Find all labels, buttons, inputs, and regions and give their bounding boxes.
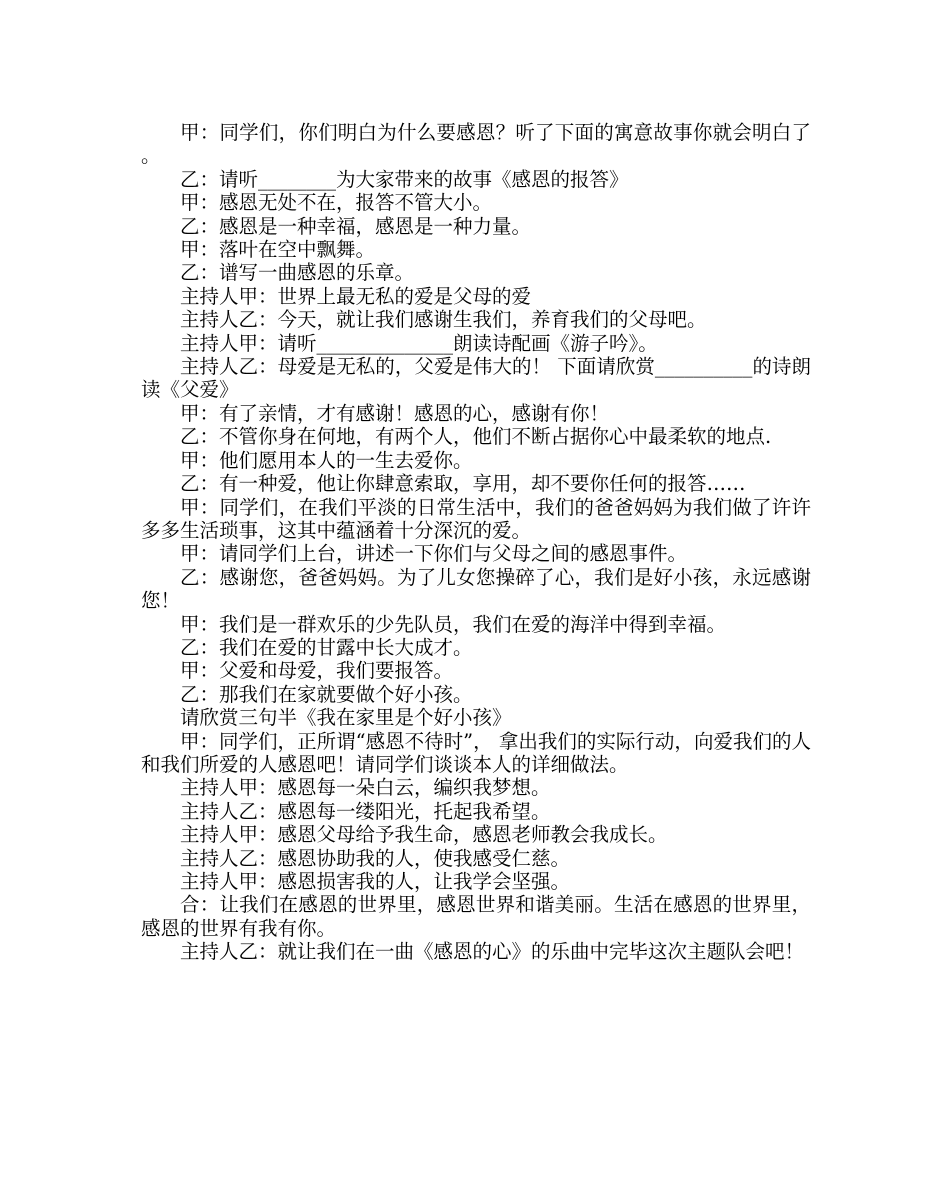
paragraph: 甲：我们是一群欢乐的少先队员，我们在爱的海洋中得到幸福。 bbox=[180, 612, 727, 636]
paragraph: 乙：我们在爱的甘露中长大成才。 bbox=[180, 635, 473, 659]
paragraph: 主持人乙：母爱是无私的，父爱是伟大的！ 下面请欣赏__________的诗朗读《父爱》 bbox=[141, 355, 811, 402]
paragraph: 乙：谱写一曲感恩的乐章。 bbox=[180, 261, 415, 285]
paragraph: 乙：感恩是一种幸福，感恩是一种力量。 bbox=[180, 214, 532, 238]
paragraph: 甲：同学们，你们明白为什么要感恩？听了下面的寓意故事你就会明白了。 bbox=[141, 121, 811, 168]
paragraph: 主持人乙：就让我们在一曲《感恩的心》的乐曲中完毕这次主题队会吧！ bbox=[180, 940, 805, 964]
paragraph: 乙：感谢您，爸爸妈妈。为了儿女您操碎了心，我们是好小孩，永远感谢您！ bbox=[141, 565, 811, 613]
paragraph: 乙：那我们在家就要做个好小孩。 bbox=[180, 682, 473, 706]
paragraph: 甲：请同学们上台，讲述一下你们与父母之间的感恩事件。 bbox=[180, 542, 688, 566]
paragraph: 甲：他们愿用本人的一生去爱你。 bbox=[180, 448, 473, 472]
paragraph: 主持人甲：感恩每一朵白云，编织我梦想。 bbox=[180, 776, 551, 800]
paragraph: 主持人乙：感恩每一缕阳光，托起我希望。 bbox=[180, 799, 551, 823]
paragraph: 主持人乙：感恩协助我的人，使我感受仁慈。 bbox=[180, 846, 571, 870]
paragraph: 主持人甲：请听______________朗读诗配画《游子吟》。 bbox=[180, 331, 658, 355]
paragraph: 请欣赏三句半《我在家里是个好小孩》 bbox=[180, 706, 512, 730]
paragraph: 主持人甲：感恩损害我的人，让我学会坚强。 bbox=[180, 870, 571, 893]
paragraph: 乙：请听________为大家带来的故事《感恩的报答》 bbox=[180, 167, 629, 191]
paragraph: 主持人乙：今天，就让我们感谢生我们，养育我们的父母吧。 bbox=[180, 308, 707, 332]
paragraph: 主持人甲：感恩父母给予我生命，感恩老师教会我成长。 bbox=[180, 823, 668, 847]
paragraph: 甲：落叶在空中飘舞。 bbox=[180, 238, 376, 262]
paragraph: 合：让我们在感恩的世界里，感恩世界和谐美丽。生活在感恩的世界里，感恩的世界有我有你。 bbox=[141, 893, 811, 940]
paragraph: 甲：有了亲情，才有感谢！感恩的心，感谢有你！ bbox=[180, 401, 610, 425]
paragraph: 甲：同学们，正所谓“感恩不待时”， 拿出我们的实际行动，向爱我们的人和我们所爱的人感恩吧！请同学们谈谈本人的详细做法。 bbox=[141, 729, 811, 776]
paragraph: 乙：有一种爱，他让你肆意索取，享用，却不要你任何的报答…… bbox=[180, 472, 746, 496]
paragraph: 甲：感恩无处不在，报答不管大小。 bbox=[180, 191, 493, 215]
document-body bbox=[141, 121, 811, 964]
paragraph: 乙：不管你身在何地，有两个人，他们不断占据你心中最柔软的地点. bbox=[180, 425, 772, 449]
paragraph: 甲：同学们，在我们平淡的日常生活中，我们的爸爸妈妈为我们做了许许多多生活琐事，这其中蕴涵着十分深沉的爱。 bbox=[141, 495, 811, 542]
paragraph: 主持人甲：世界上最无私的爱是父母的爱 bbox=[180, 284, 532, 308]
paragraph: 甲：父爱和母爱，我们要报答。 bbox=[180, 659, 454, 683]
